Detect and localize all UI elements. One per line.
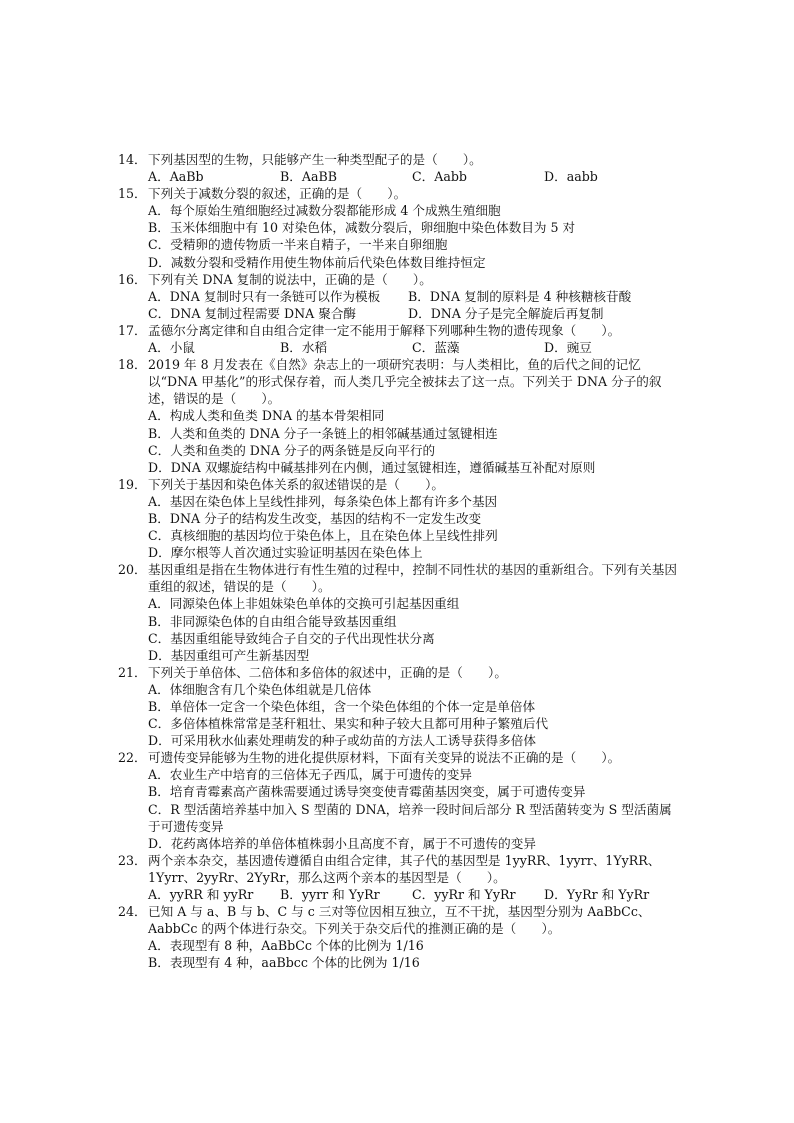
option-c: C．基因重组能导致纯合子自交的子代出现性状分离 (148, 630, 435, 646)
question-text: 2019 年 8 月发表在《自然》杂志上的一项研究表明：与人类相比，鱼的后代之间的记忆以“DNA 甲基化”的形式保存着，而人类几乎完全被抹去了这一点。下列关于 DNA 分子的叙述，错误的是（ ）。 (148, 357, 662, 407)
question-stem (118, 356, 678, 407)
question-list (118, 151, 678, 972)
option-c: C．多倍体植株常常是茎秆粗壮、果实和种子较大且都可用种子繁殖后代 (148, 716, 549, 732)
option-b: B．单倍体一定含一个染色体组，含一个染色体组的个体一定是单倍体 (148, 699, 536, 714)
question-stem (118, 322, 678, 339)
option-d: D．基因重组可产生新基因型 (148, 647, 310, 663)
option-row (148, 339, 678, 356)
question-number: 16． (118, 271, 147, 287)
question-19 (118, 476, 678, 561)
option-b: B．人类和鱼类的 DNA 分子一条链上的相邻碱基通过氢键相连 (148, 425, 498, 441)
question-text: 下列关于基因和染色体关系的叙述错误的是（ ）。 (148, 476, 444, 492)
question-stem (118, 561, 678, 595)
option-b: B．yyrr 和 YyRr (280, 887, 380, 903)
option-a: A．AaBb (148, 169, 204, 185)
question-15 (118, 185, 678, 270)
option-a: A．基因在染色体上呈线性排列，每条染色体上都有许多个基因 (148, 493, 498, 509)
option-c: C．蓝藻 (412, 340, 460, 356)
question-number: 23． (118, 852, 147, 868)
question-number: 20． (118, 562, 147, 578)
question-22 (118, 749, 678, 852)
option-c: C．DNA 复制过程需要 DNA 聚合酶 (148, 305, 357, 321)
question-number: 22． (118, 750, 147, 766)
option-d: D．可采用秋水仙素处理萌发的种子或幼苗的方法人工诱导获得多倍体 (148, 733, 536, 749)
question-14 (118, 151, 678, 185)
option-c: C．yyRr 和 YyRr (412, 887, 516, 903)
question-stem (118, 664, 678, 681)
option-c: C．受精卵的遗传物质一半来自精子，一半来自卵细胞 (148, 237, 448, 253)
option-a: A．表现型有 8 种，AaBbCc 个体的比例为 1/16 (148, 938, 424, 954)
option-b: B．非同源染色体的自由组合能导致基因重组 (148, 613, 397, 629)
option-a: A．体细胞含有几个染色体组就是几倍体 (148, 681, 372, 697)
option-a: A．每个原始生殖细胞经过减数分裂都能形成 4 个成熟生殖细胞 (148, 203, 501, 219)
option-b: B．DNA 复制的原料是 4 种核糖核苷酸 (408, 288, 632, 304)
question-number: 24． (118, 904, 147, 920)
question-text: 两个亲本杂交，基因遗传遵循自由组合定律，其子代的基因型是 1yyRR、1yyrr、1YyRR、1Yyrr、2yyRr、2YyRr，那么这两个亲本的基因型是（ ）。 (148, 852, 661, 885)
question-text: 下列有关 DNA 复制的说法中，正确的是（ ）。 (148, 271, 432, 287)
option-a: A．yyRR 和 yyRr (148, 887, 254, 903)
option-d: D．DNA 分子是完全解旋后再复制 (408, 305, 604, 321)
option-b: B．玉米体细胞中有 10 对染色体，减数分裂后，卵细胞中染色体数目为 5 对 (148, 220, 576, 236)
option-d: D．豌豆 (544, 340, 592, 356)
question-number: 21． (118, 664, 147, 680)
question-text: 下列基因型的生物，只能够产生一种类型配子的是（ ）。 (148, 152, 482, 167)
option-b: B．DNA 分子的结构发生改变，基因的结构不一定发生改变 (148, 510, 482, 526)
question-text: 孟德尔分离定律和自由组合定律一定不能用于解释下列哪种生物的遗传现象（ ）。 (148, 322, 621, 338)
option-c: C．人类和鱼类的 DNA 分子的两条链是反向平行的 (148, 442, 436, 458)
question-stem (118, 852, 678, 886)
option-a: A．同源染色体上非姐妹染色单体的交换可引起基因重组 (148, 596, 460, 612)
question-stem (118, 903, 678, 937)
question-text: 下列关于单倍体、二倍体和多倍体的叙述中，正确的是（ ）。 (148, 664, 507, 680)
question-number: 19． (118, 476, 147, 492)
option-d: D．aabb (544, 169, 598, 185)
option-a: A．农业生产中培育的三倍体无子西瓜，属于可遗传的变异 (148, 767, 472, 783)
option-a: A．DNA 复制时只有一条链可以作为模板 (148, 288, 381, 304)
question-stem (118, 185, 678, 202)
option-d: D．YyRr 和 YyRr (544, 887, 650, 903)
option-d: D．DNA 双螺旋结构中碱基排列在内侧，通过氢键相连，遵循碱基互补配对原则 (148, 459, 596, 475)
option-b: B．水稻 (280, 340, 328, 356)
option-row (148, 288, 678, 305)
question-stem (118, 271, 678, 288)
option-b: B．AaBB (280, 169, 337, 185)
question-number: 15． (118, 186, 147, 202)
option-a: A．构成人类和鱼类 DNA 的基本骨架相同 (148, 408, 385, 424)
option-d: D．减数分裂和受精作用使生物体前后代染色体数目维持恒定 (148, 254, 486, 270)
option-row (148, 305, 678, 322)
option-b: B．表现型有 4 种，aaBbcc 个体的比例为 1/16 (148, 955, 420, 971)
question-text: 可遗传变异能够为生物的进化提供原材料，下面有关变异的说法不正确的是（ ）。 (148, 750, 621, 766)
option-d: D．花药离体培养的单倍体植株弱小且高度不育，属于不可遗传的变异 (148, 835, 536, 851)
question-21 (118, 664, 678, 749)
question-17 (118, 322, 678, 356)
question-24 (118, 903, 678, 971)
option-d: D．摩尔根等人首次通过实验证明基因在染色体上 (148, 545, 423, 561)
question-stem (118, 749, 678, 766)
option-c: C．R 型活菌培养基中加入 S 型菌的 DNA，培养一段时间后部分 R 型活菌转变为 S 型活菌属于可遗传变异 (148, 801, 672, 834)
question-number: 17． (118, 322, 147, 338)
option-c: C．真核细胞的基因均位于染色体上，且在染色体上呈线性排列 (148, 528, 498, 544)
question-23 (118, 852, 678, 903)
question-text: 已知 A 与 a、B 与 b、C 与 c 三对等位因相互独立，互不干扰，基因型分别为 AaBbCc、AabbCc 的两个体进行杂交。下列关于杂交后代的推测正确的是（ ）。 (148, 904, 651, 937)
question-text: 基因重组是指在生物体进行有性生殖的过程中，控制不同性状的基因的重新组合。下列有关基因重组的叙述，错误的是（ ）。 (148, 562, 677, 595)
question-stem (118, 476, 678, 493)
question-16 (118, 271, 678, 322)
option-row (148, 886, 678, 903)
question-number: 18． (118, 357, 147, 373)
option-a: A．小鼠 (148, 340, 195, 356)
option-row (148, 168, 678, 185)
question-text: 下列关于减数分裂的叙述，正确的是（ ）。 (148, 186, 407, 202)
question-20 (118, 561, 678, 664)
question-stem (118, 151, 678, 168)
option-c: C．Aabb (412, 169, 467, 185)
question-number: 14． (118, 152, 147, 167)
question-18 (118, 356, 678, 476)
option-b: B．培育青霉素高产菌株需要通过诱导突变使青霉菌基因突变，属于可遗传变异 (148, 784, 586, 800)
